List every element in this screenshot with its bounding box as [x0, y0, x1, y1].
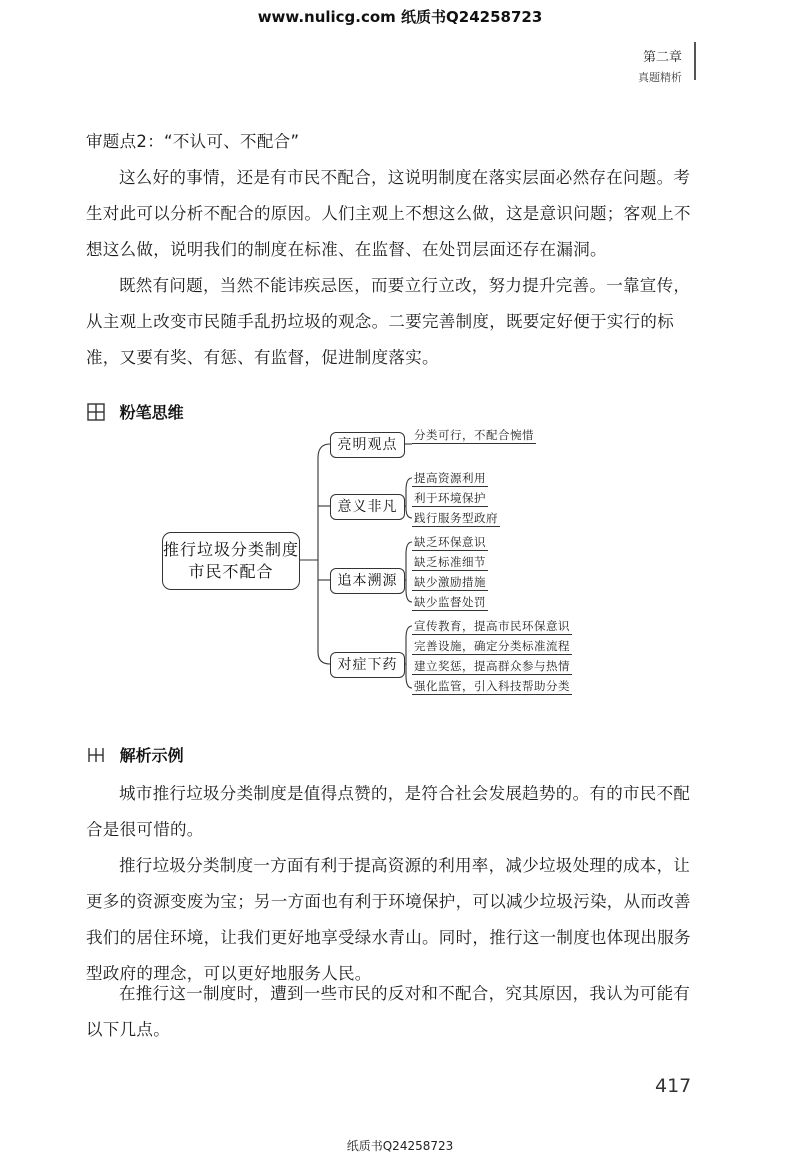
root-line-1: 推行垃圾分类制度 [163, 540, 300, 559]
review-paragraph-1: 这么好的事情，还是有市民不配合，这说明制度在落实层面必然存在问题。考生对此可以分析不配合的原因。人们主观上不想这么做，这是意识问题；客观上不想这么做，说明我们的制度在标准、在监督、在处罚层面还存在漏洞。 [86, 168, 691, 259]
leaf-solutions-4: 强化监管，引入科技帮助分类 [414, 679, 570, 693]
leaf-causes-3: 缺少激励措施 [414, 575, 486, 589]
chapter-title: 第二章 [642, 50, 682, 65]
top-watermark: www.nulicg.com 纸质书Q24258723 [257, 8, 543, 26]
example-heading-label: 解析示例 [119, 746, 184, 765]
leaf-point-1: 分类可行，不配合惋惜 [414, 428, 534, 442]
leaf-causes-4: 缺少监督处罚 [414, 595, 486, 609]
example-paragraph-2: 推行垃圾分类制度一方面有利于提高资源的利用率，减少垃圾处理的成本，让更多的资源变废为宝；另一方面也有利于环境保护，可以减少垃圾污染，从而改善我们的居住环境，让我们更好地享受绿水青山。同时，推行这一制度也体现出服务型政府的理念，可以更好地服务人民。 [86, 856, 691, 983]
root-line-2: 市民不配合 [188, 562, 274, 581]
leaf-solutions-3: 建立奖惩，提高群众参与热情 [414, 659, 570, 673]
review-paragraph-2: 既然有问题，当然不能讳疾忌医，而要立行立改，努力提升完善。一靠宣传，从主观上改变市民随手乱扔垃圾的观念。二要完善制度，既要定好便于实行的标准，又要有奖、有惩、有监督，促进制度落实。 [86, 276, 691, 367]
review-point-title: 审题点2：“不认可、不配合” [86, 132, 300, 151]
chapter-subtitle: 真题精析 [638, 71, 682, 84]
branch-point: 亮明观点 [330, 432, 405, 458]
page-number: 417 [655, 1075, 692, 1097]
leaf-causes-1: 缺乏环保意识 [414, 535, 486, 549]
leaf-significance-1: 提高资源利用 [414, 471, 486, 485]
branch-significance: 意义非凡 [330, 494, 405, 520]
example-heading [86, 743, 184, 766]
leaf-solutions-1: 宣传教育，提高市民环保意识 [414, 619, 570, 633]
example-paragraph-3: 在推行这一制度时，遭到一些市民的反对和不配合，究其原因，我认为可能有以下几点。 [86, 984, 691, 1039]
leaf-causes-2: 缺乏标准细节 [414, 555, 486, 569]
example-paragraph-1: 城市推行垃圾分类制度是值得点赞的，是符合社会发展趋势的。有的市民不配合是很可惜的。 [86, 784, 691, 839]
branch-solutions: 对症下药 [330, 652, 405, 678]
mind-map-root [162, 532, 300, 590]
bottom-watermark: 纸质书Q24258723 [346, 1139, 454, 1153]
leaf-significance-3: 践行服务型政府 [414, 511, 498, 525]
leaf-solutions-2: 完善设施，确定分类标准流程 [414, 639, 570, 653]
branch-causes: 追本溯源 [330, 568, 405, 594]
leaf-significance-2: 利于环境保护 [414, 491, 486, 505]
analysis-icon [86, 745, 106, 765]
thinking-heading-label: 粉笔思维 [119, 403, 184, 422]
